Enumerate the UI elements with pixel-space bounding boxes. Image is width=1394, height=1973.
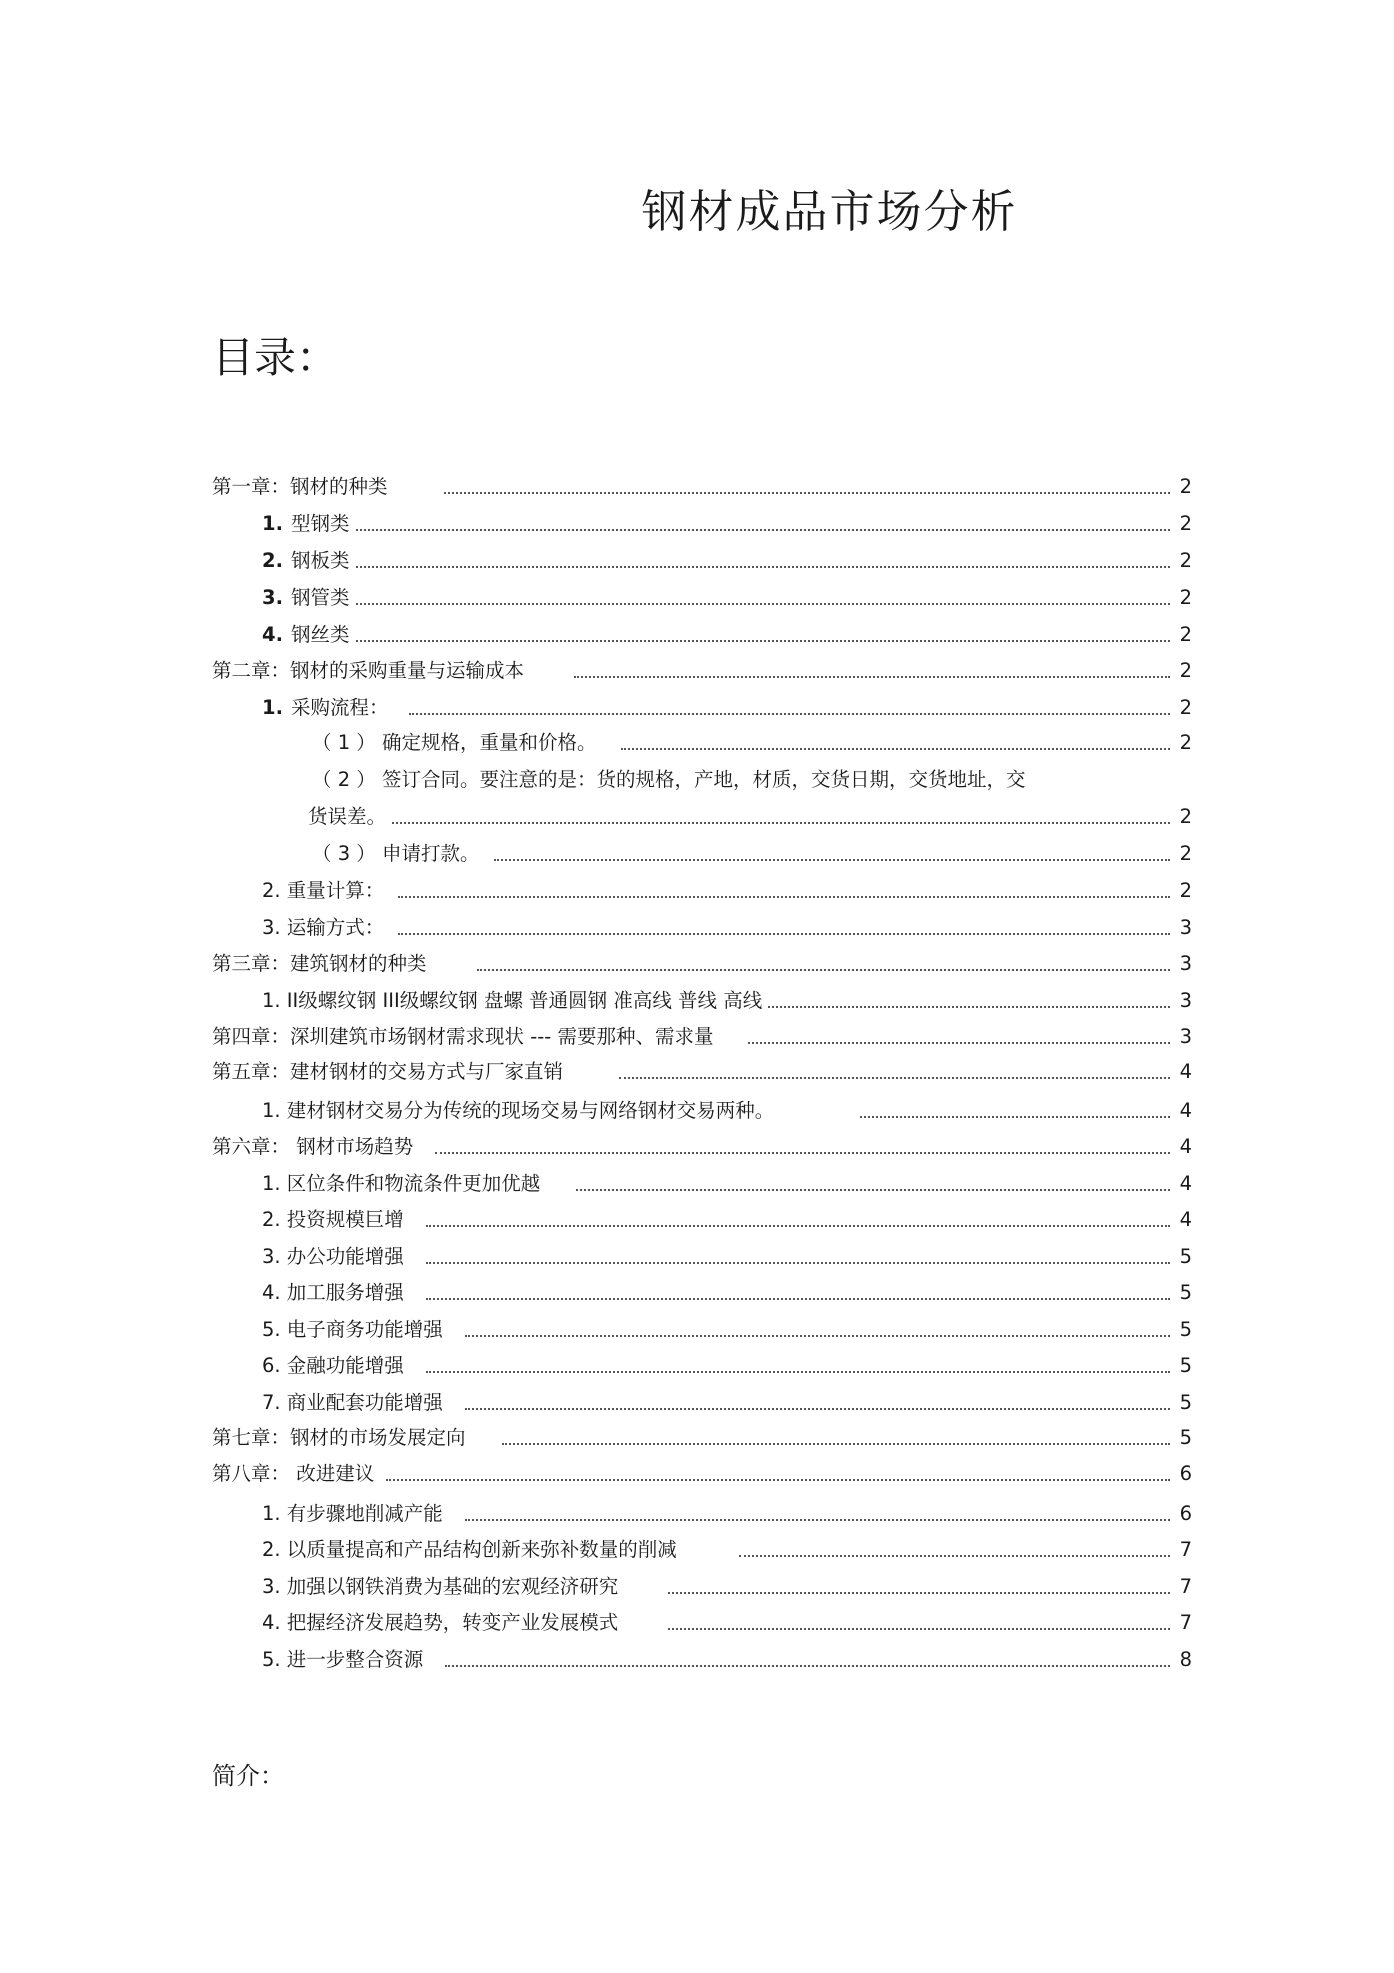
toc-leader <box>398 896 1170 898</box>
toc-entry[interactable] <box>212 1386 1192 1416</box>
toc-page-number: 2 <box>1179 475 1192 498</box>
toc-page-number: 5 <box>1179 1391 1192 1414</box>
toc-entry-text: （ 3 ） 申请打款。 <box>312 842 480 865</box>
toc-entry[interactable] <box>212 470 1192 500</box>
toc-leader <box>860 1116 1170 1118</box>
toc-entry[interactable] <box>212 1349 1192 1379</box>
toc-leader <box>465 1335 1170 1337</box>
toc-page-number: 6 <box>1179 1502 1192 1525</box>
toc-page-number: 4 <box>1179 1060 1192 1083</box>
toc-page-number: 4 <box>1179 1172 1192 1195</box>
toc-entry[interactable] <box>212 984 1192 1014</box>
toc-page-number: 5 <box>1179 1245 1192 1268</box>
toc-page-number: 2 <box>1179 659 1192 682</box>
toc-leader <box>426 1371 1170 1373</box>
toc-entry-text: 钢管类 <box>290 586 350 609</box>
toc-entry-text: 6. 金融功能增强 <box>262 1354 404 1377</box>
toc-page-number: 7 <box>1179 1575 1192 1598</box>
toc-page-number: 3 <box>1179 1025 1192 1048</box>
toc-page-number: 2 <box>1179 623 1192 646</box>
toc-page-number: 5 <box>1179 1426 1192 1449</box>
toc-page-number: 3 <box>1179 952 1192 975</box>
toc-leader <box>465 1408 1170 1410</box>
toc-entry[interactable] <box>212 654 1192 684</box>
toc-entry[interactable] <box>212 507 1192 537</box>
toc-entry-text: 5. 电子商务功能增强 <box>262 1318 443 1341</box>
toc-entry[interactable] <box>212 800 1192 830</box>
toc-entry[interactable] <box>212 1240 1192 1270</box>
toc-leader <box>465 1519 1170 1521</box>
toc-leader <box>356 603 1171 605</box>
intro-heading: 简介： <box>212 1762 284 1790</box>
toc-entry[interactable] <box>212 581 1192 611</box>
toc-entry[interactable] <box>212 1606 1192 1636</box>
toc-leader <box>409 713 1171 715</box>
toc-entry-text: 第二章：钢材的采购重量与运输成本 <box>212 659 525 682</box>
toc-entry-number: 1. <box>262 696 283 719</box>
toc-leader <box>435 1152 1170 1154</box>
document-title: 钢材成品市场分析 <box>641 185 1018 238</box>
toc-page-number: 5 <box>1179 1318 1192 1341</box>
toc-entry-text: 第五章：建材钢材的交易方式与厂家直销 <box>212 1060 564 1083</box>
toc-entry[interactable] <box>212 1094 1192 1124</box>
toc-page-number: 5 <box>1179 1281 1192 1304</box>
toc-entry[interactable] <box>212 1570 1192 1600</box>
toc-entry-number: 1. <box>262 512 283 535</box>
toc-entry-text: 第七章：钢材的市场发展定向 <box>212 1426 466 1449</box>
toc-leader <box>748 1042 1170 1044</box>
toc-page-number: 2 <box>1179 805 1192 828</box>
toc-page-number: 7 <box>1179 1538 1192 1561</box>
toc-entry-text: 2. 以质量提高和产品结构创新来弥补数量的削减 <box>262 1538 677 1561</box>
toc-leader <box>444 492 1170 494</box>
toc-leader <box>356 640 1171 642</box>
toc-heading: 目录： <box>212 333 339 382</box>
toc-entry-text: 第一章：钢材的种类 <box>212 475 388 498</box>
toc-leader <box>502 1443 1170 1445</box>
toc-leader <box>445 1665 1170 1667</box>
toc-page-number: 5 <box>1179 1354 1192 1377</box>
toc-entry-text: （ 2 ） 签订合同。要注意的是：货的规格，产地，材质，交货日期，交货地址，交 <box>312 768 1026 791</box>
toc-entry[interactable] <box>212 1203 1192 1233</box>
toc-page-number: 8 <box>1179 1648 1192 1671</box>
toc-entry-text: 4. 加工服务增强 <box>262 1281 404 1304</box>
toc-entry-text: 货误差。 <box>308 805 387 828</box>
toc-leader <box>386 1479 1170 1481</box>
toc-leader <box>426 1225 1170 1227</box>
toc-page-number: 2 <box>1179 731 1192 754</box>
toc-entry-text: 1. 有步骤地削减产能 <box>262 1502 443 1525</box>
toc-page-number: 7 <box>1179 1611 1192 1634</box>
toc-page-number: 4 <box>1179 1135 1192 1158</box>
toc-entry[interactable] <box>212 691 1192 721</box>
toc-entry[interactable] <box>212 911 1192 941</box>
toc-entry[interactable] <box>212 618 1192 648</box>
toc-page-number: 2 <box>1179 842 1192 865</box>
toc-leader <box>574 676 1170 678</box>
toc-entry-text: 2. 重量计算： <box>262 879 385 902</box>
toc-leader <box>356 566 1171 568</box>
toc-page-number: 4 <box>1179 1208 1192 1231</box>
toc-entry-text: 第三章：建筑钢材的种类 <box>212 952 427 975</box>
toc-page-number: 2 <box>1179 549 1192 572</box>
toc-entry-text: 1. 区位条件和物流条件更加优越 <box>262 1172 541 1195</box>
toc-entry-number: 4. <box>262 623 283 646</box>
toc-entry[interactable] <box>212 1276 1192 1306</box>
toc-page-number: 3 <box>1179 916 1192 939</box>
toc-leader <box>619 1077 1170 1079</box>
toc-entry-text: 7. 商业配套功能增强 <box>262 1391 443 1414</box>
toc-leader <box>477 969 1170 971</box>
toc-leader <box>668 1592 1170 1594</box>
toc-entry-text: 第八章： 改进建议 <box>212 1462 375 1485</box>
toc-entry[interactable] <box>212 1457 1192 1487</box>
toc-leader <box>494 859 1170 861</box>
toc-leader <box>398 933 1170 935</box>
toc-page-number: 2 <box>1179 586 1192 609</box>
toc-page-number: 2 <box>1179 696 1192 719</box>
toc-entry-text: 3. 加强以钢铁消费为基础的宏观经济研究 <box>262 1575 619 1598</box>
toc-entry[interactable] <box>212 1020 1192 1050</box>
toc-entry-text: （ 1 ） 确定规格，重量和价格。 <box>312 731 597 754</box>
toc-leader <box>426 1298 1170 1300</box>
toc-entry-text: 2. 投资规模巨增 <box>262 1208 404 1231</box>
toc-entry-number: 2. <box>262 549 283 572</box>
toc-leader <box>392 822 1170 824</box>
toc-entry[interactable] <box>212 1643 1192 1673</box>
toc-page-number: 6 <box>1179 1462 1192 1485</box>
toc-entry-number: 3. <box>262 586 283 609</box>
toc-entry-text: 5. 进一步整合资源 <box>262 1648 424 1671</box>
toc-entry[interactable] <box>212 726 1192 756</box>
toc-entry-text: 钢板类 <box>290 549 350 572</box>
toc-entry-text: 第六章： 钢材市场趋势 <box>212 1135 414 1158</box>
toc-entry-text: 1. 建材钢材交易分为传统的现场交易与网络钢材交易两种。 <box>262 1099 775 1122</box>
toc-page-number: 4 <box>1179 1099 1192 1122</box>
toc-entry-text: 采购流程： <box>290 696 389 719</box>
toc-entry-text: 第四章：深圳建筑市场钢材需求现状 --- 需要那种、需求量 <box>212 1025 714 1048</box>
toc-entry[interactable] <box>212 1533 1192 1563</box>
toc-entry[interactable] <box>212 1497 1192 1527</box>
toc-leader <box>426 1262 1170 1264</box>
toc-entry-text: 钢丝类 <box>290 623 350 646</box>
toc-leader <box>739 1555 1170 1557</box>
toc-leader <box>668 1628 1170 1630</box>
toc-page-number: 2 <box>1179 879 1192 902</box>
toc-entry[interactable] <box>212 837 1192 867</box>
toc-entry[interactable] <box>212 1313 1192 1343</box>
toc-entry[interactable] <box>212 1055 1192 1085</box>
toc-entry[interactable] <box>212 1167 1192 1197</box>
toc-leader <box>356 529 1171 531</box>
toc-entry[interactable] <box>212 874 1192 904</box>
toc-entry[interactable] <box>212 1421 1192 1451</box>
toc-entry-text: 3. 运输方式： <box>262 916 385 939</box>
toc-leader <box>621 748 1170 750</box>
toc-entry[interactable] <box>212 544 1192 574</box>
toc-leader <box>576 1189 1170 1191</box>
toc-entry-text: 型钢类 <box>290 512 350 535</box>
toc-entry[interactable] <box>212 1130 1192 1160</box>
toc-page-number: 3 <box>1179 989 1192 1012</box>
toc-entry[interactable] <box>212 763 1192 793</box>
toc-leader <box>768 1006 1170 1008</box>
toc-entry-text: 3. 办公功能增强 <box>262 1245 404 1268</box>
toc-entry[interactable] <box>212 947 1192 977</box>
toc-page-number: 2 <box>1179 512 1192 535</box>
toc-entry-text: 1. II级螺纹钢 III级螺纹钢 盘螺 普通圆钢 准高线 普线 高线 <box>262 989 763 1012</box>
toc-entry-text: 4. 把握经济发展趋势，转变产业发展模式 <box>262 1611 619 1634</box>
